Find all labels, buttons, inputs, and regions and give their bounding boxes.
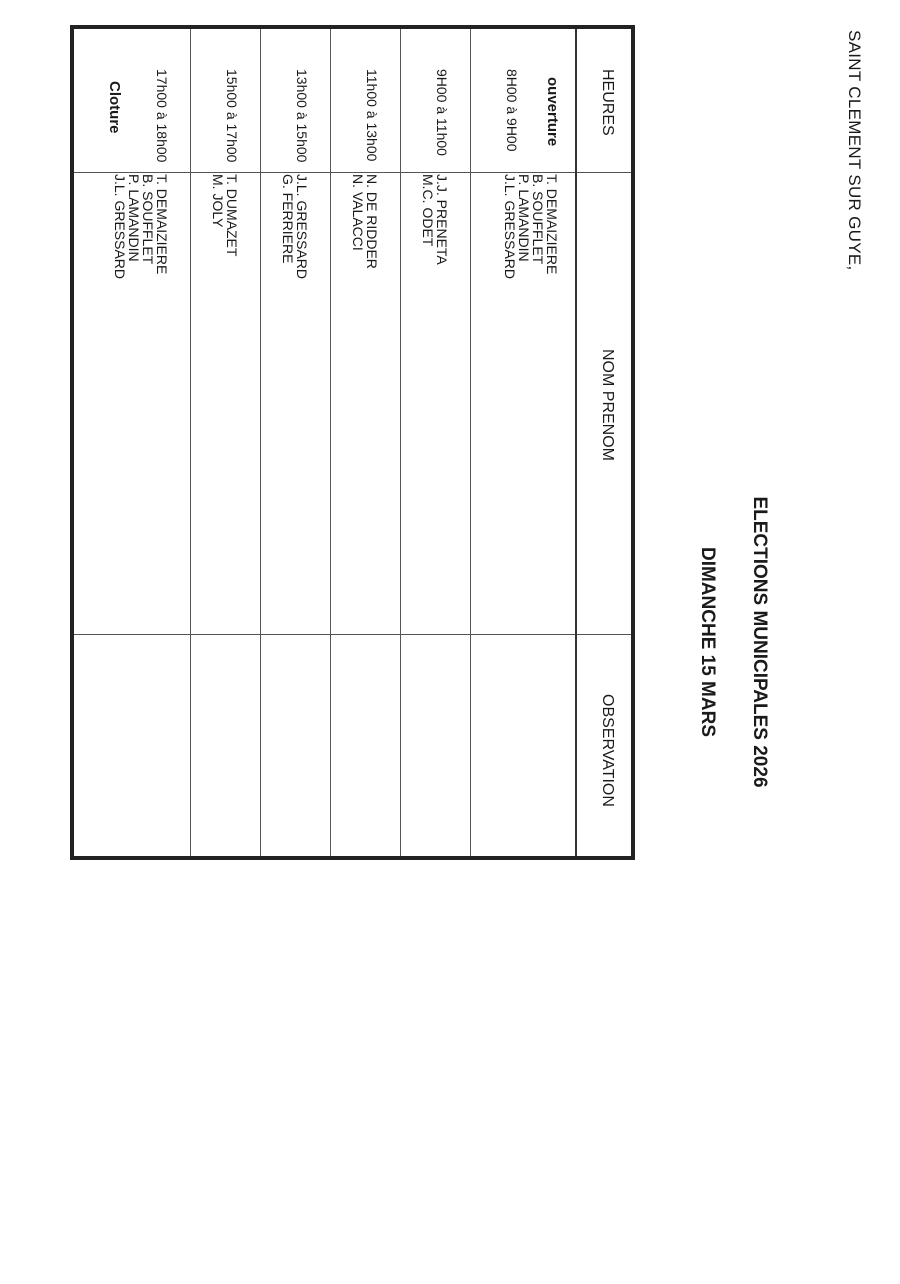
person-name: J.L. GRESSARD [294, 174, 310, 280]
row-divider [260, 29, 261, 856]
row-names [211, 174, 239, 256]
column-divider [74, 634, 631, 635]
person-name: T. DEMAIZIERE [154, 174, 170, 275]
person-name: P. LAMANDIN [126, 174, 142, 262]
document-subtitle: DIMANCHE 15 MARS [697, 546, 718, 738]
person-name: N. DE RIDDER [364, 174, 380, 269]
opening-label: ouverture [544, 77, 561, 147]
row-names [281, 174, 309, 279]
person-name: M. JOLY [210, 174, 226, 228]
row-names [503, 174, 559, 279]
column-divider [74, 172, 631, 173]
person-name: J.J. PRENETA [434, 174, 450, 265]
person-name: N. VALACCI [350, 174, 366, 251]
person-name: T. DEMAIZIERE [544, 174, 560, 275]
row-time: 9H00 à 11h00 [434, 69, 450, 156]
column-header-observation: OBSERVATION [599, 694, 616, 807]
person-name: M.C. ODET [420, 174, 436, 247]
row-divider [330, 29, 331, 856]
closing-label: Cloture [106, 81, 123, 134]
row-names [113, 174, 169, 279]
person-name: B. SOUFFLET [530, 174, 546, 265]
row-time: 8H00 à 9H00 [504, 69, 520, 152]
column-header-names: NOM PRENOM [599, 349, 616, 461]
town-name: SAINT CLEMENT SUR GUYE, [845, 30, 864, 271]
row-divider [575, 29, 577, 856]
person-name: T. DUMAZET [224, 174, 240, 257]
row-divider [190, 29, 191, 856]
document-title: ELECTIONS MUNICIPALES 2026 [749, 496, 770, 788]
person-name: P. LAMANDIN [516, 174, 532, 262]
schedule-table [70, 25, 635, 860]
person-name: J.L. GRESSARD [112, 174, 128, 280]
person-name: G. FERRIERE [280, 174, 296, 264]
column-header-hours: HEURES [599, 69, 616, 136]
person-name: B. SOUFFLET [140, 174, 156, 265]
row-time: 17h00 à 18h00 [154, 69, 170, 163]
person-name: J.L. GRESSARD [502, 174, 518, 280]
row-time: 15h00 à 17h00 [224, 69, 240, 163]
row-time: 11h00 à 13h00 [364, 69, 380, 162]
row-names [421, 174, 449, 265]
row-time: 13h00 à 15h00 [294, 69, 310, 163]
row-divider [470, 29, 471, 856]
row-divider [400, 29, 401, 856]
row-names [351, 174, 379, 269]
